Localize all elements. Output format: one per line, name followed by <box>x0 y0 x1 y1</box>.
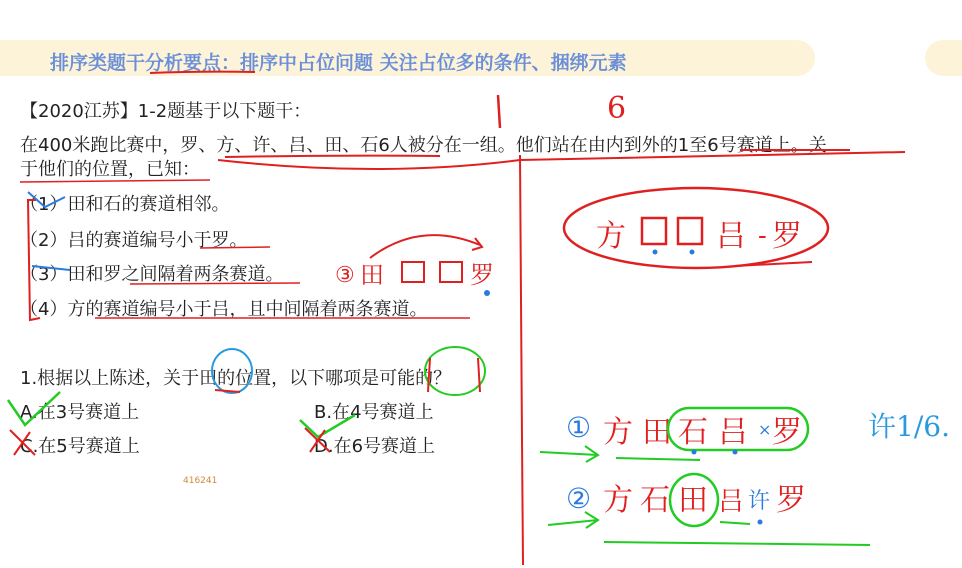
ink-case1-underline <box>616 458 700 460</box>
question-source: 【2020江苏】1-2题基于以下题干： <box>20 101 312 122</box>
ink-divider <box>520 155 523 565</box>
ink-dot <box>484 290 490 296</box>
ink-circle-possible <box>425 347 485 395</box>
ink-case1-fang: 方 <box>603 415 633 450</box>
ink-paren-left <box>428 358 430 392</box>
ink-underline-cond2 <box>200 247 270 248</box>
ink-cond3-luo: 罗 <box>470 261 494 289</box>
ink-underline-cond3 <box>130 283 300 284</box>
ink-lane-1-mark <box>498 95 500 128</box>
condition-4: （4）方的赛道编号小于吕，且中间隔着两条赛道。 <box>20 299 428 320</box>
ink-dot <box>692 450 697 455</box>
ink-underline-lanes <box>218 152 905 169</box>
ink-case2-luo: 罗 <box>776 483 806 518</box>
page-title: 排序类题干分析要点：排序中占位问题 关注占位多的条件、捆绑元素 <box>50 52 627 74</box>
stem-line-2: 于他们的位置，已知： <box>20 159 200 180</box>
ink-dot <box>758 520 763 525</box>
ink-underline-stem2 <box>20 180 210 182</box>
ink-case2-shi: 石 <box>640 483 670 518</box>
ink-cond4-box-2 <box>678 218 702 244</box>
ink-case1-luo: 罗 <box>772 415 802 450</box>
ink-xu-note: 许1/6. <box>868 410 950 443</box>
ink-case1-shi: 石 <box>678 415 708 450</box>
ink-case2-tian: 田 <box>678 483 708 518</box>
ink-lane-6: 6 <box>607 91 627 126</box>
ink-case1-num: ① <box>566 411 592 444</box>
ink-case1-lv: 吕 <box>718 415 748 450</box>
ink-case1-arrow <box>540 446 598 462</box>
ink-underline-title <box>150 72 255 73</box>
ink-cond4-lv: 吕 <box>716 219 746 254</box>
ink-dot <box>733 450 738 455</box>
ink-cond3-num: ③ <box>335 263 355 288</box>
ink-cond3-box-2 <box>440 262 462 282</box>
ink-underline-tian <box>215 390 240 392</box>
ink-case1-tian: 田 <box>642 415 672 450</box>
ink-case2-xu: 许 <box>748 489 771 514</box>
stem-line-1: 在400米跑比赛中，罗、方、许、吕、田、石6人被分在一组。他们站在由内到外的1至6号赛道上。关 <box>20 135 827 156</box>
footnote-id: 416241 <box>183 476 218 486</box>
ink-cross-c <box>10 430 35 455</box>
ink-bracket <box>28 200 40 320</box>
ink-circle-tian <box>212 349 252 393</box>
ink-cond4-dash: - <box>758 221 767 251</box>
ink-cond3-box-1 <box>402 262 424 282</box>
ink-check-a <box>8 392 60 425</box>
condition-2: （2）吕的赛道编号小于罗。 <box>20 230 248 251</box>
option-d[interactable]: D.在6号赛道上 <box>314 436 436 457</box>
ink-underline-names <box>225 156 440 157</box>
ink-check-b <box>300 415 355 437</box>
ink-cond4-fang: 方 <box>596 219 626 254</box>
condition-1: （1）田和石的赛道相邻。 <box>20 194 230 215</box>
ink-case2-underline <box>604 542 870 545</box>
ink-cond4-box-1 <box>642 218 666 244</box>
condition-3: （3）田和罗之间隔着两条赛道。 <box>20 264 284 285</box>
ink-cond3-tian: 田 <box>360 261 384 289</box>
ink-dot <box>653 250 658 255</box>
ink-case2-lv: 吕 <box>718 487 745 517</box>
ink-strike-cond3 <box>32 266 70 270</box>
ink-case2-fang: 方 <box>603 483 633 518</box>
ink-dot <box>690 250 695 255</box>
ink-case2-num: ② <box>566 482 592 515</box>
option-c[interactable]: C.在5号赛道上 <box>20 436 140 457</box>
option-b[interactable]: B.在4号赛道上 <box>314 402 434 423</box>
ink-case1-x: × <box>758 420 772 439</box>
ink-cond3-arc <box>370 235 480 258</box>
ink-case2-tick <box>720 522 750 524</box>
option-a[interactable]: A.在3号赛道上 <box>20 402 140 423</box>
question-prompt: 1.根据以上陈述，关于田的位置，以下哪项是可能的？ <box>20 368 452 389</box>
ink-cond4-luo: 罗 <box>772 219 802 254</box>
